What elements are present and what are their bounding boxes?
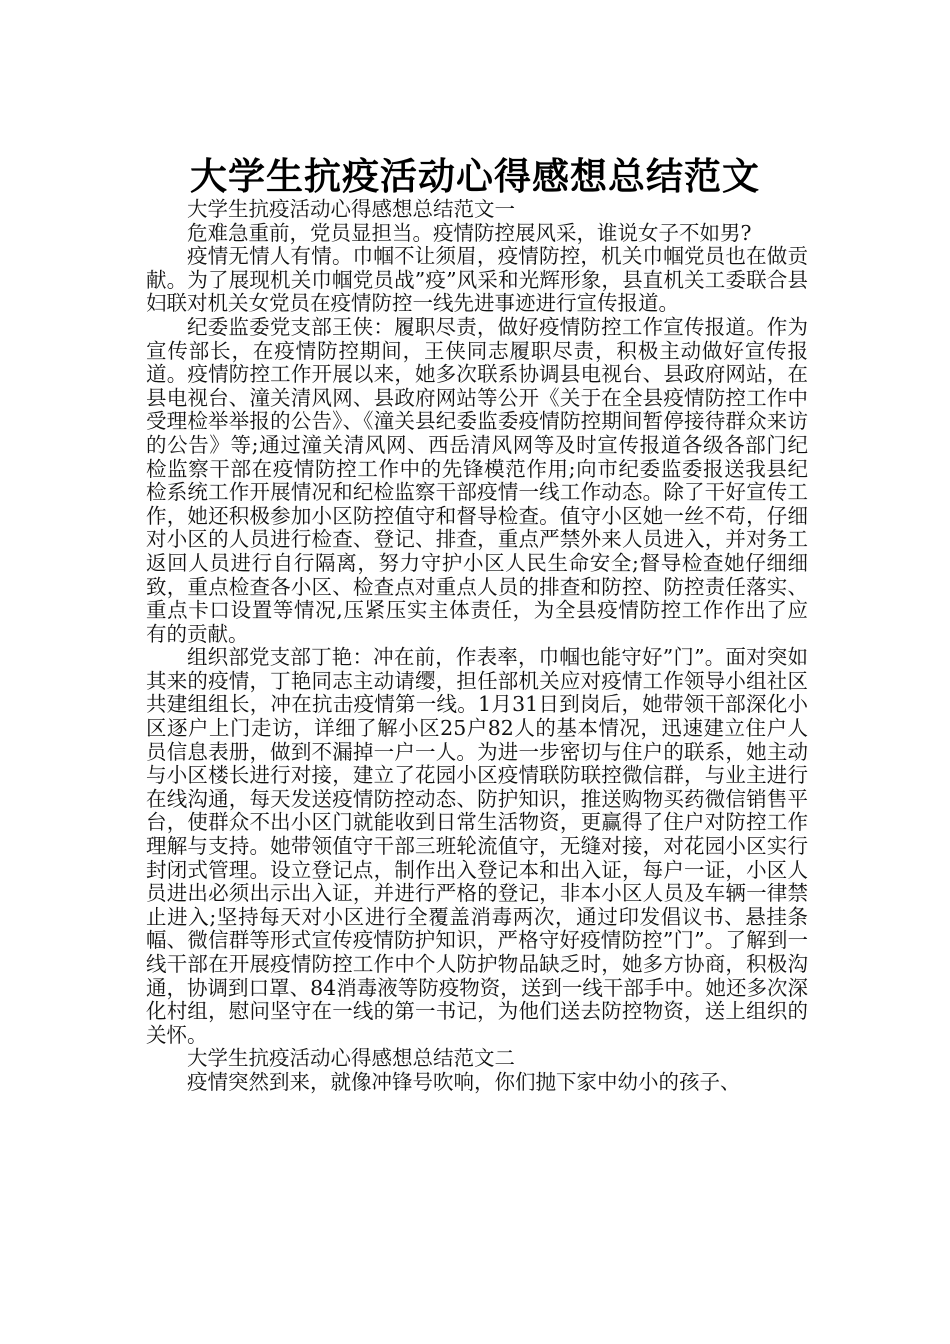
paragraph: 组织部党支部丁艳：冲在前，作表率，巾帼也能守好”门”。面对突如其来的疫情，丁艳同志主动请缨，担任部机关应对疫情工作领导小组社区共建组组长，冲在抗击疫情第一线。1月31日到岗后，她带领干部深化小区逐户上门走访，详细了解小区25户82人的基本情况，迅速建立住户人员信息表册，做到不漏掉一户一人。为进一步密切与住户的联系，她主动与小区楼长进行对接，建立了花园小区疫情联防联控微信群，与业主进行在线沟通，每天发送疫情防控动态、防护知识，推送购物买药微信销售平台，使群众不出小区门就能收到日常生活物资，更赢得了住户对防控工作理解与支持。她带领值守干部三班轮流值守，无缝对接，对花园小区实行封闭式管理。设立登记点，制作出入登记本和出入证，每户一证，小区人员进出必须出示出入证，并进行严格的登记，非本小区人员及车辆一律禁止进入;坚持每天对小区进行全覆盖消毒两次，通过印发倡议书、悬挂条幅、微信群等形式宣传疫情防护知识，严格守好疫情防控”门”。了解到一线干部在开展疫情防控工作中个人防护物品缺乏时，她多方协商，积极沟通，协调到口罩、84消毒液等防疫物资，送到一线干部手中。她还多次深化村组，慰问坚守在一线的第一书记，为他们送去防控物资，送上组织的关怀。 (146, 645, 808, 1047)
paragraph: 疫情突然到来，就像冲锋号吹响，你们抛下家中幼小的孩子、 (187, 1069, 741, 1094)
paragraph: 疫情无情人有情。巾帼不让须眉，疫情防控，机关巾帼党员也在做贡献。为了展现机关巾帼党员战”疫”风采和光辉形象，县直机关工委联合县妇联对机关女党员在疫情防控一线先进事迹进行宣传报道。 (146, 244, 808, 316)
document-body (146, 198, 808, 1095)
document-title: 大学生抗疫活动心得感想总结范文 (190, 154, 760, 198)
section-heading-1: 大学生抗疫活动心得感想总结范文一 (187, 197, 515, 221)
section-heading-2: 大学生抗疫活动心得感想总结范文二 (187, 1046, 515, 1071)
paragraph: 纪委监委党支部王侠：履职尽责，做好疫情防控工作宣传报道。作为宣传部长，在疫情防控期间，王侠同志履职尽责，积极主动做好宣传报道。疫情防控工作开展以来，她多次联系协调县电视台、县政府网站，在县电视台、潼关清风网、县政府网站等公开《关于在全县疫情防控工作中受理检举举报的公告》、《潼关县纪委监委疫情防控期间暂停接待群众来访的公告》等;通过潼关清风网、西岳清风网等及时宣传报道各级各部门纪检监察干部在疫情防控工作中的先锋模范作用;向市纪委监委报送我县纪检系统工作开展情况和纪检监察干部疫情一线工作动态。除了干好宣传工作，她还积极参加小区防控值守和督导检查。值守小区她一丝不苟，仔细对小区的人员进行检查、登记、排查，重点严禁外来人员进入，并对务工返回人员进行自行隔离，努力守护小区人民生命安全;督导检查她仔细细致，重点检查各小区、检查点对重点人员的排查和防控、防控责任落实、重点卡口设置等情况,压紧压实主体责任，为全县疫情防控工作作出了应有的贡献。 (146, 314, 808, 646)
paragraph: 危难急重前，党员显担当。疫情防控展风采，谁说女子不如男? (187, 220, 752, 245)
